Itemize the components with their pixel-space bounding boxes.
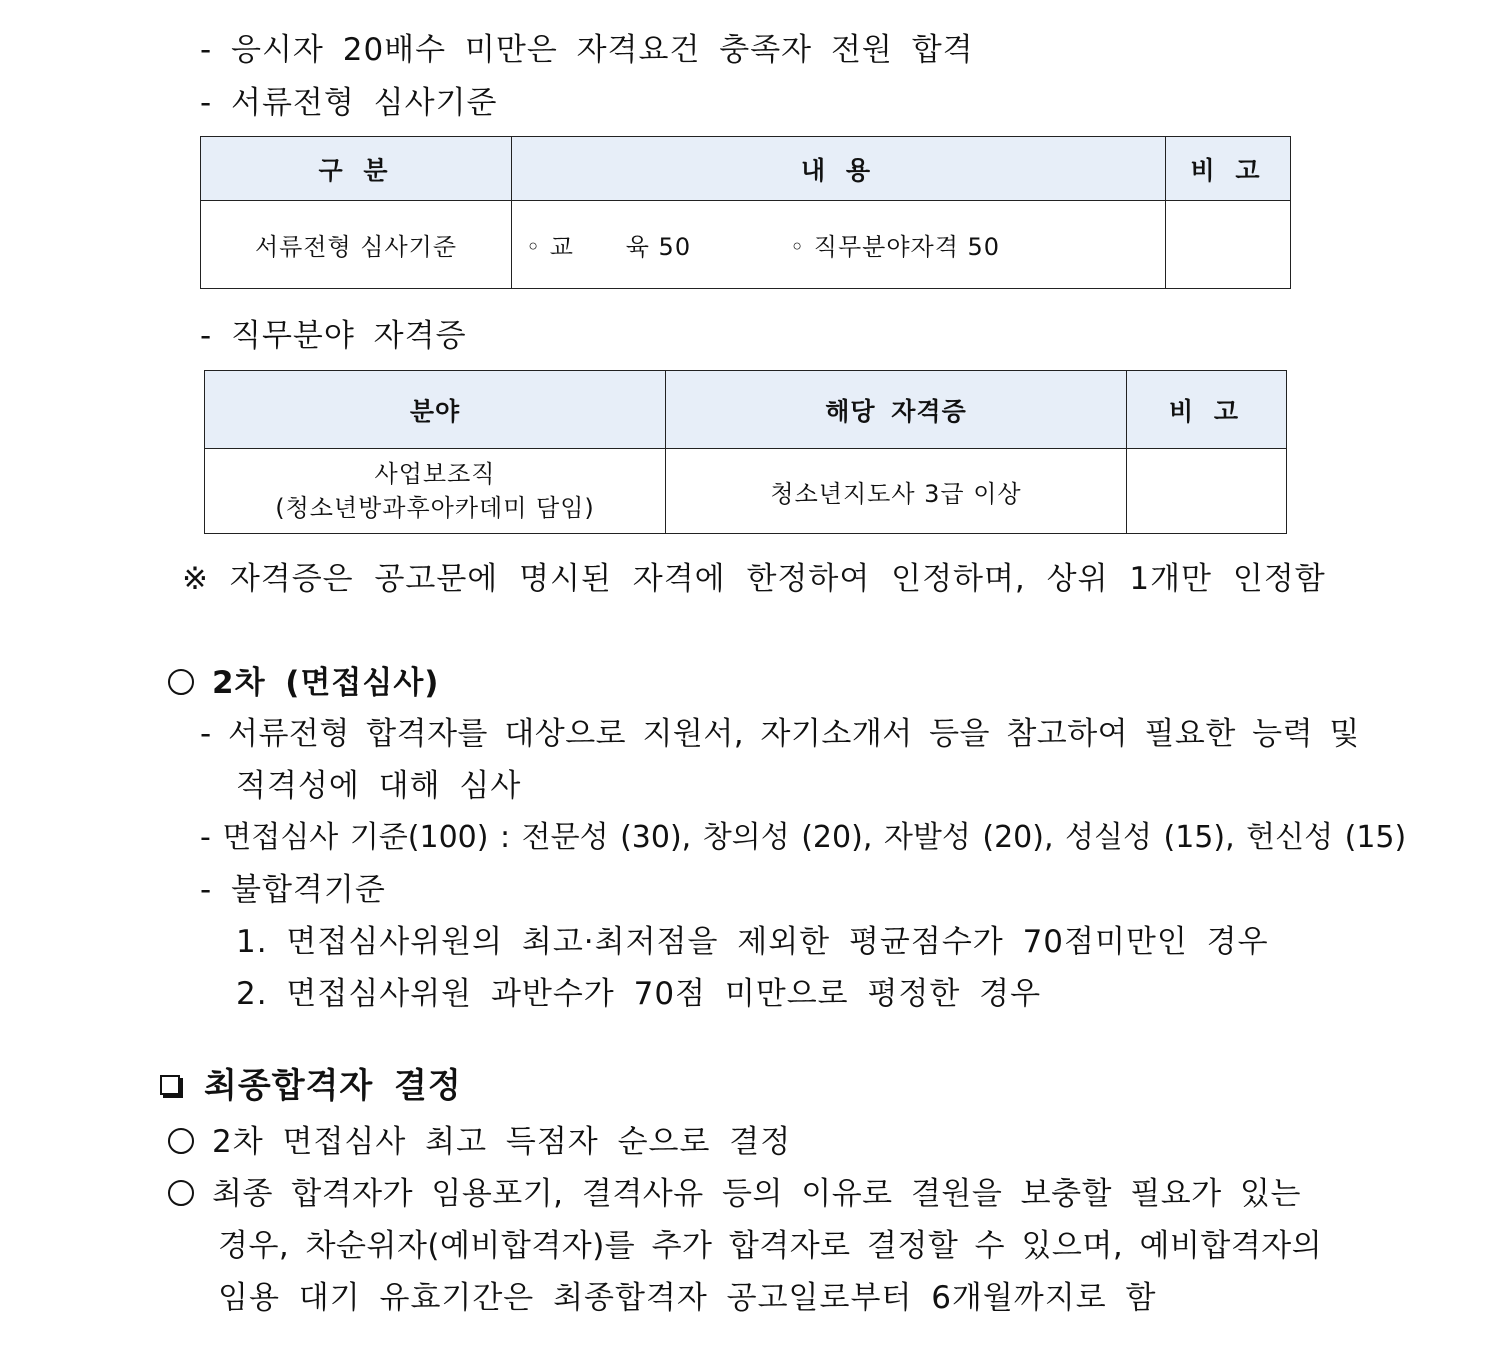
interview-criteria: - 면접심사 기준(100) : 전문성 (30), 창의성 (20), 자발성 (20), 성실성 (15), 헌신성 (15) xyxy=(200,820,1407,855)
final-title: 최종합격자 결정 xyxy=(204,1066,462,1106)
final-item-2-line2: 경우, 차순위자(예비합격자)를 추가 합격자로 결정할 수 있으며, 예비합격자의 xyxy=(218,1228,1323,1264)
ratio-line: - 응시자 20배수 미만은 자격요건 충족자 전원 합격 xyxy=(200,32,974,68)
table-row xyxy=(201,201,1291,289)
interview-heading xyxy=(168,657,439,702)
circle-bullet-icon xyxy=(168,1180,194,1206)
cell-note xyxy=(1166,201,1291,289)
table-header-row xyxy=(205,371,1287,449)
doc-criteria-heading: - 서류전형 심사기준 xyxy=(200,85,498,121)
final-item-1 xyxy=(168,1116,791,1161)
cell-field xyxy=(205,449,666,534)
table-header-row xyxy=(201,137,1291,201)
header-cert: 해당 자격증 xyxy=(666,371,1127,449)
content-item-cert: ◦ 직무분야자격 50 xyxy=(790,233,1001,261)
fail-criteria-1: 1. 면접심사위원의 최고·최저점을 제외한 평균점수가 70점미만인 경우 xyxy=(236,924,1269,960)
cell-cert: 청소년지도사 3급 이상 xyxy=(666,449,1127,534)
final-item-2-line3: 임용 대기 유효기간은 최종합격자 공고일로부터 6개월까지로 함 xyxy=(218,1280,1157,1316)
header-field: 분야 xyxy=(205,371,666,449)
final-item-2-text: 최종 합격자가 임용포기, 결격사유 등의 이유로 결원을 보충할 필요가 있는 xyxy=(212,1176,1301,1212)
interview-title: 2차 (면접심사) xyxy=(212,665,440,701)
final-heading xyxy=(160,1058,462,1107)
final-item-1-text: 2차 면접심사 최고 득점자 순으로 결정 xyxy=(212,1124,792,1160)
interview-desc-line2: 적격성에 대해 심사 xyxy=(236,768,522,804)
doc-criteria-table xyxy=(200,136,1291,289)
cell-category: 서류전형 심사기준 xyxy=(201,201,512,289)
content-item-education: ◦ 교 육 50 xyxy=(526,233,692,261)
cert-heading: - 직무분야 자격증 xyxy=(200,318,467,354)
fail-criteria-heading: - 불합격기준 xyxy=(200,872,386,908)
cert-table xyxy=(204,370,1287,534)
header-content: 내 용 xyxy=(512,137,1166,201)
header-category: 구 분 xyxy=(201,137,512,201)
cert-note: ※ 자격증은 공고문에 명시된 자격에 한정하여 인정하며, 상위 1개만 인정함 xyxy=(182,561,1326,597)
final-item-2 xyxy=(168,1168,1301,1213)
fail-criteria-2: 2. 면접심사위원 과반수가 70점 미만으로 평정한 경우 xyxy=(236,976,1042,1012)
cell-note xyxy=(1127,449,1287,534)
table-row xyxy=(205,449,1287,534)
header-note: 비 고 xyxy=(1127,371,1287,449)
field-detail: (청소년방과후아카데미 담임) xyxy=(275,494,595,522)
header-note: 비 고 xyxy=(1166,137,1291,201)
checkbox-square-icon xyxy=(160,1075,180,1095)
circle-bullet-icon xyxy=(168,669,194,695)
interview-desc-line1: - 서류전형 합격자를 대상으로 지원서, 자기소개서 등을 참고하여 필요한 능력 및 xyxy=(200,716,1360,752)
circle-bullet-icon xyxy=(168,1128,194,1154)
cell-content xyxy=(512,201,1166,289)
field-name: 사업보조직 xyxy=(374,460,496,488)
